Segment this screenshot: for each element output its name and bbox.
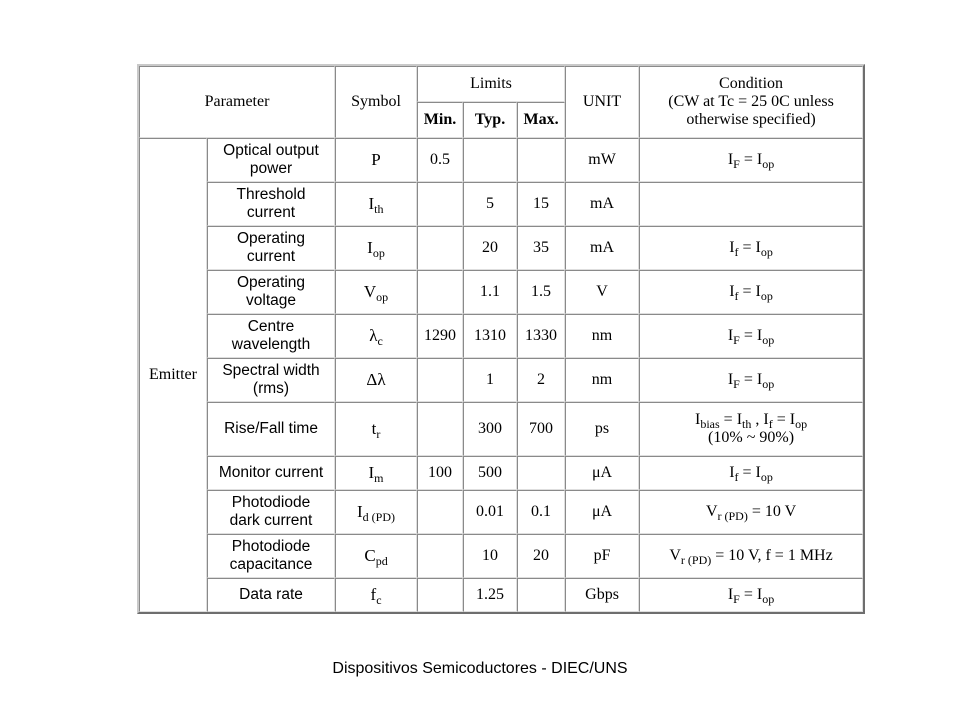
condition-text: = I [738, 464, 761, 481]
parameter-cell [207, 226, 335, 270]
max-cell [517, 138, 565, 182]
condition-line1 [642, 239, 860, 257]
min-cell [417, 578, 463, 612]
condition-text: I [727, 151, 734, 168]
group-label-emitter: Emitter [139, 138, 207, 612]
parameter-cell [207, 182, 335, 226]
unit-cell: mA [565, 182, 639, 226]
condition-line1 [642, 151, 860, 169]
symbol-text: λ [369, 326, 378, 345]
max-cell [517, 456, 565, 490]
symbol-text: I [368, 463, 375, 482]
min-cell: 1290 [417, 314, 463, 358]
condition-text: = 10 V [747, 503, 797, 520]
condition-cell [639, 314, 863, 358]
symbol-text: V [363, 282, 377, 301]
condition-line1 [642, 503, 860, 521]
min-cell [417, 490, 463, 534]
condition-cell [639, 578, 863, 612]
symbol-cell [335, 314, 417, 358]
typ-cell: 500 [463, 456, 517, 490]
parameter-line1: Operating [236, 274, 306, 291]
max-cell: 0.1 [517, 490, 565, 534]
header-condition [639, 66, 863, 138]
max-cell: 15 [517, 182, 565, 226]
condition-line2: (10% ~ 90%) [708, 429, 795, 446]
condition-subscript: r (PD) [717, 509, 748, 523]
symbol-subscript: r [376, 427, 381, 441]
condition-subscript: op [762, 157, 775, 171]
max-cell [517, 578, 565, 612]
header-condition-line2: (CW at Tc = 25 0C unless [668, 93, 834, 110]
parameter-line2: current [246, 204, 296, 221]
condition-subscript: r (PD) [680, 553, 712, 567]
condition-cell [639, 138, 863, 182]
condition-text: I [727, 371, 734, 388]
condition-text: I [695, 411, 701, 428]
min-cell [417, 182, 463, 226]
typ-cell: 300 [463, 402, 517, 456]
parameter-cell [207, 270, 335, 314]
symbol-subscript: m [374, 471, 384, 485]
condition-text: = I [739, 151, 763, 168]
condition-subscript: f [734, 470, 739, 484]
min-cell [417, 534, 463, 578]
min-cell [417, 402, 463, 456]
table-row [139, 358, 863, 402]
table-row [139, 402, 863, 456]
parameter-line1: Threshold [236, 186, 306, 203]
parameter-line2: power [249, 160, 293, 177]
symbol-cell [335, 270, 417, 314]
parameter-cell [207, 456, 335, 490]
condition-subscript: bias [700, 417, 720, 431]
condition-line1 [642, 586, 860, 604]
parameter-line1: Operating [236, 230, 306, 247]
symbol-subscript: d (PD) [362, 510, 396, 524]
max-cell: 20 [517, 534, 565, 578]
unit-cell: V [565, 270, 639, 314]
unit-cell: mW [565, 138, 639, 182]
condition-cell [639, 226, 863, 270]
symbol-text: Δλ [366, 370, 386, 389]
condition-text: I [727, 327, 734, 344]
condition-subscript: f [734, 289, 739, 303]
table-row [139, 314, 863, 358]
typ-cell: 0.01 [463, 490, 517, 534]
condition-subscript: th [742, 417, 752, 431]
condition-subscript: F [733, 377, 740, 391]
min-cell [417, 226, 463, 270]
condition-subscript: op [762, 377, 775, 391]
symbol-subscript: op [376, 290, 389, 304]
parameter-line1: Spectral width [222, 362, 320, 379]
typ-cell: 1310 [463, 314, 517, 358]
symbol-subscript: pd [375, 554, 388, 568]
condition-line1 [642, 411, 860, 429]
symbol-cell [335, 578, 417, 612]
condition-text: V [705, 503, 718, 520]
min-cell: 0.5 [417, 138, 463, 182]
table-row [139, 138, 863, 182]
specifications-table [137, 64, 865, 614]
typ-cell: 1.25 [463, 578, 517, 612]
unit-cell: nm [565, 358, 639, 402]
header-parameter: Parameter [139, 66, 335, 138]
parameter-cell [207, 314, 335, 358]
parameter-line2: voltage [246, 292, 296, 309]
condition-cell [639, 270, 863, 314]
parameter-line1: Photodiode [231, 538, 311, 555]
condition-cell [639, 182, 863, 226]
typ-cell: 20 [463, 226, 517, 270]
symbol-cell [335, 358, 417, 402]
typ-cell: 1 [463, 358, 517, 402]
parameter-cell [207, 578, 335, 612]
condition-subscript: op [760, 245, 773, 259]
symbol-cell [335, 226, 417, 270]
parameter-line1: Centre [247, 318, 295, 335]
condition-subscript: op [760, 470, 773, 484]
parameter-cell [207, 534, 335, 578]
condition-line1 [642, 547, 860, 565]
condition-text: = I [739, 371, 763, 388]
table-row [139, 182, 863, 226]
unit-cell: mA [565, 226, 639, 270]
condition-subscript: op [762, 333, 775, 347]
condition-text: I [727, 586, 734, 603]
condition-subscript: F [733, 157, 740, 171]
condition-text: I [729, 283, 735, 300]
unit-cell: μA [565, 490, 639, 534]
parameter-line2: current [246, 248, 296, 265]
condition-subscript: f [734, 245, 739, 259]
min-cell [417, 358, 463, 402]
condition-text: I [729, 464, 735, 481]
max-cell: 35 [517, 226, 565, 270]
table-row [139, 456, 863, 490]
condition-line1 [642, 283, 860, 301]
table-row [139, 270, 863, 314]
unit-cell: pF [565, 534, 639, 578]
symbol-cell [335, 456, 417, 490]
parameter-line2: (rms) [252, 380, 290, 397]
header-max: Max. [517, 102, 565, 138]
parameter-line2: capacitance [229, 556, 313, 573]
header-symbol: Symbol [335, 66, 417, 138]
symbol-cell [335, 402, 417, 456]
symbol-subscript: th [374, 202, 384, 216]
header-limits: Limits [417, 66, 565, 102]
max-cell: 700 [517, 402, 565, 456]
symbol-subscript: op [372, 246, 385, 260]
symbol-text: t [371, 419, 377, 438]
parameter-line1: Data rate [239, 586, 303, 603]
max-cell: 1.5 [517, 270, 565, 314]
condition-cell [639, 358, 863, 402]
parameter-line1: Optical output [223, 142, 319, 159]
condition-text: = I [739, 327, 763, 344]
typ-cell: 5 [463, 182, 517, 226]
condition-subscript: F [733, 592, 740, 606]
parameter-cell [207, 490, 335, 534]
condition-text: I [729, 239, 735, 256]
symbol-text: I [368, 194, 375, 213]
header-min: Min. [417, 102, 463, 138]
symbol-subscript: c [377, 334, 383, 348]
condition-subscript: op [762, 592, 775, 606]
condition-subscript: op [760, 289, 773, 303]
typ-cell: 10 [463, 534, 517, 578]
min-cell: 100 [417, 456, 463, 490]
header-unit: UNIT [565, 66, 639, 138]
symbol-text: I [367, 238, 373, 257]
condition-text: = I [738, 283, 761, 300]
parameter-line2: wavelength [231, 336, 311, 353]
header-typ: Typ. [463, 102, 517, 138]
parameter-cell [207, 402, 335, 456]
min-cell [417, 270, 463, 314]
condition-line1 [642, 371, 860, 389]
parameter-line1: Monitor current [218, 464, 324, 481]
condition-text: , I [751, 411, 769, 428]
symbol-text: I [357, 502, 363, 521]
symbol-text: f [370, 585, 377, 604]
condition-text: V [669, 547, 681, 564]
condition-subscript: f [768, 417, 773, 431]
max-cell: 1330 [517, 314, 565, 358]
condition-text: = I [719, 411, 743, 428]
condition-text: = I [738, 239, 761, 256]
parameter-line1: Rise/Fall time [224, 420, 318, 437]
condition-cell [639, 490, 863, 534]
unit-cell: ps [565, 402, 639, 456]
typ-cell [463, 138, 517, 182]
condition-text: = I [739, 586, 763, 603]
table-row [139, 534, 863, 578]
symbol-text: P [371, 150, 381, 169]
unit-cell: Gbps [565, 578, 639, 612]
typ-cell: 1.1 [463, 270, 517, 314]
condition-subscript: F [733, 333, 740, 347]
condition-cell [639, 456, 863, 490]
parameter-line2: dark current [229, 512, 313, 529]
symbol-cell [335, 182, 417, 226]
header-condition-line1: Condition [719, 75, 784, 92]
parameter-cell [207, 138, 335, 182]
symbol-cell [335, 534, 417, 578]
symbol-subscript: c [376, 593, 382, 607]
condition-cell [639, 534, 863, 578]
footer-caption: Dispositivos Semicoductores - DIEC/UNS [332, 660, 628, 677]
unit-cell: nm [565, 314, 639, 358]
table-row [139, 490, 863, 534]
max-cell: 2 [517, 358, 565, 402]
unit-cell: μA [565, 456, 639, 490]
condition-line1 [642, 464, 860, 482]
symbol-cell [335, 490, 417, 534]
symbol-cell [335, 138, 417, 182]
condition-cell [639, 402, 863, 456]
parameter-cell [207, 358, 335, 402]
condition-line1 [642, 327, 860, 345]
symbol-text: C [364, 546, 376, 565]
header-condition-line3: otherwise specified) [686, 111, 816, 128]
table-row [139, 226, 863, 270]
parameter-line1: Photodiode [231, 494, 311, 511]
condition-text: = 10 V, f = 1 MHz [711, 547, 833, 564]
table-row [139, 578, 863, 612]
condition-subscript: op [795, 417, 808, 431]
condition-text: = I [772, 411, 796, 428]
